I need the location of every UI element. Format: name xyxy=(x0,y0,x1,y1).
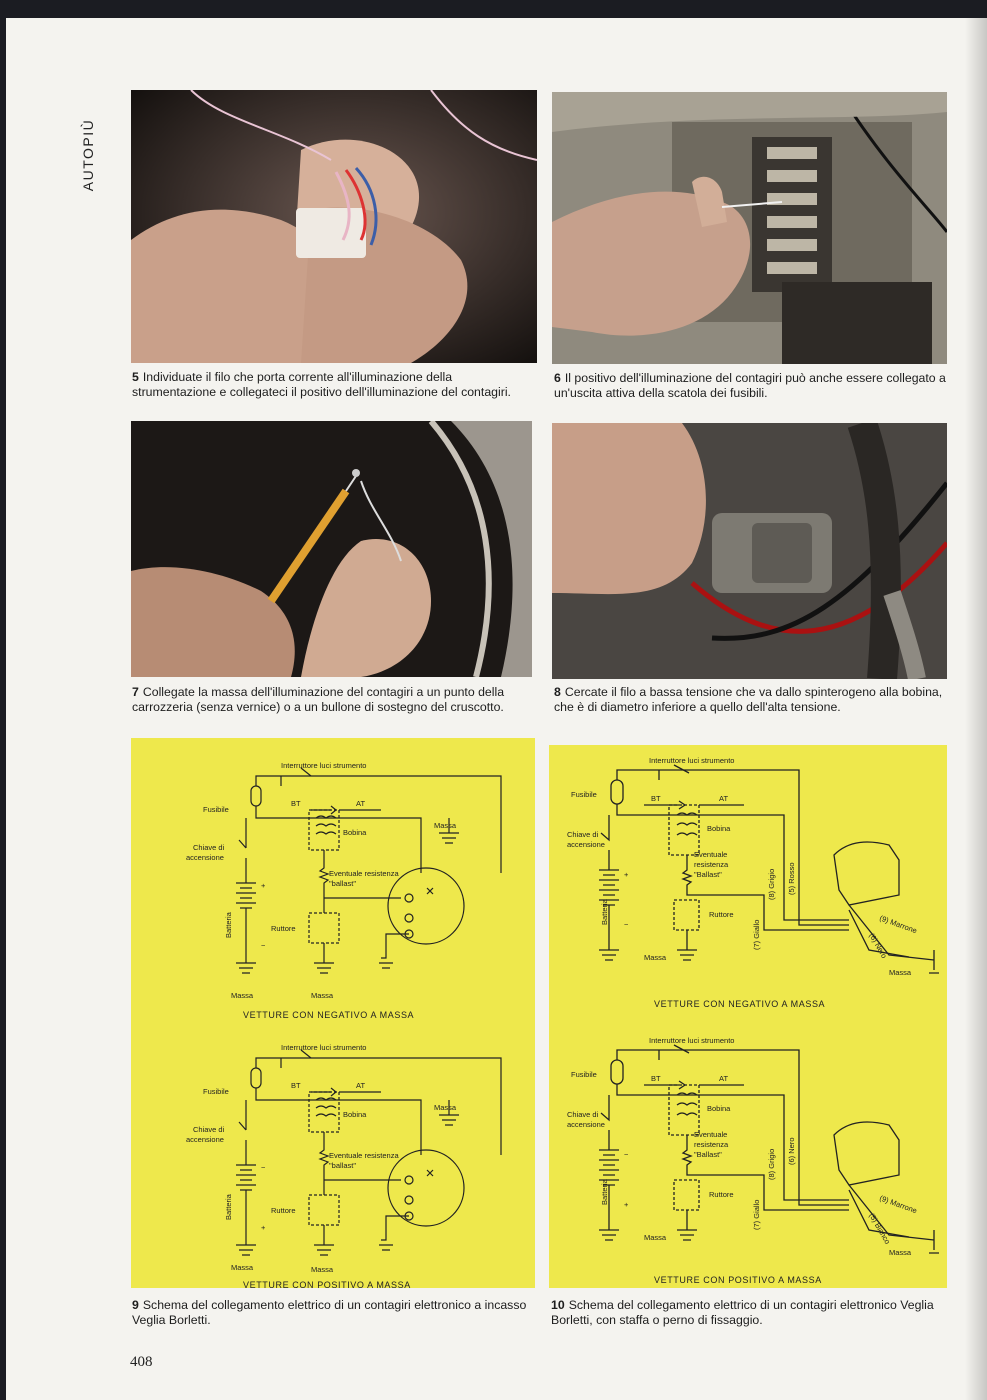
r-label-interruttore: Interruttore luci strumento xyxy=(649,756,735,765)
r-label-bt-b: BT xyxy=(651,1074,661,1083)
label-massa-top-b: Massa xyxy=(434,1103,457,1112)
r-label-at: AT xyxy=(719,794,729,803)
r-label-bobina-b: Bobina xyxy=(707,1104,731,1113)
label-massa-top: Massa xyxy=(434,821,457,830)
label-fusibile-b: Fusibile xyxy=(203,1087,229,1096)
caption-7-number: 7 xyxy=(132,685,139,699)
caption-9 xyxy=(132,1298,530,1328)
photo-8 xyxy=(552,423,947,679)
caption-7 xyxy=(132,685,530,715)
r-label-bt: BT xyxy=(651,794,661,803)
r-label-minus-b: − xyxy=(624,1150,629,1159)
label-accensione: accensione xyxy=(186,853,224,862)
r-label-ruttore: Ruttore xyxy=(709,910,734,919)
label-fusibile: Fusibile xyxy=(203,805,229,814)
caption-9-text: Schema del collegamento elettrico di un contagiri elettronico a incasso Veglia Borletti. xyxy=(132,1298,527,1327)
label-chiave: Chiave di xyxy=(193,843,225,852)
r-label-giallo-b: (7) Giallo xyxy=(752,1199,761,1230)
caption-5-number: 5 xyxy=(132,370,139,384)
r-label-eventuale: Eventuale xyxy=(694,850,728,859)
r-label-marrone-b: (9) Marrone xyxy=(878,1193,919,1216)
r-label-plus: + xyxy=(624,870,629,879)
r-label-ballast-b: "Ballast" xyxy=(694,1150,722,1159)
caption-8-text: Cercate il filo a bassa tensione che va dallo spinterogeno alla bobina, che è di diametro inferiore a quello dell'alta tensione. xyxy=(554,685,943,714)
r-label-rosso: (5) Rosso xyxy=(787,862,796,895)
r-label-minus: − xyxy=(624,920,629,929)
label-at: AT xyxy=(356,799,366,808)
label-ruttore-b: Ruttore xyxy=(271,1206,296,1215)
magazine-page xyxy=(6,18,987,1400)
r-title-positivo: VETTURE CON POSITIVO A MASSA xyxy=(654,1275,822,1285)
caption-9-number: 9 xyxy=(132,1298,139,1312)
label-bobina-b: Bobina xyxy=(343,1110,367,1119)
r-label-nero: (6) Nero xyxy=(867,931,889,960)
caption-8-number: 8 xyxy=(554,685,561,699)
page-number: 408 xyxy=(130,1354,153,1370)
r-label-batteria-b: Batteria xyxy=(600,1179,609,1205)
r-label-resistenza: resistenza xyxy=(694,860,729,869)
label-resistenza: Eventuale resistenza xyxy=(329,869,399,878)
r-label-marrone: (9) Marrone xyxy=(878,913,919,936)
photo-6 xyxy=(552,92,947,364)
r-label-giallo: (7) Giallo xyxy=(752,919,761,950)
label-interruttore: Interruttore luci strumento xyxy=(281,761,367,770)
label-interruttore-b: Interruttore luci strumento xyxy=(281,1043,367,1052)
label-minus-b: − xyxy=(261,1163,266,1172)
photo-5 xyxy=(131,90,537,363)
label-resistenza-b: Eventuale resistenza xyxy=(329,1151,399,1160)
r-label-massa-2-b: Massa xyxy=(889,1248,912,1257)
r-label-fusibile: Fusibile xyxy=(571,790,597,799)
r-label-grigio: (8) Grigio xyxy=(767,868,776,900)
label-minus: − xyxy=(261,941,266,950)
label-massa-1-b: Massa xyxy=(231,1263,254,1272)
label-massa-1: Massa xyxy=(231,991,254,1000)
r-label-ruttore-b: Ruttore xyxy=(709,1190,734,1199)
caption-6-number: 6 xyxy=(554,371,561,385)
label-batteria-b: Batteria xyxy=(224,1194,233,1220)
wiring-diagram-right xyxy=(549,745,947,1288)
label-plus-b: + xyxy=(261,1223,266,1232)
r-label-chiave-b: Chiave di xyxy=(567,1110,599,1119)
r-label-bianco-b: (5) Bianco xyxy=(867,1211,893,1246)
caption-6 xyxy=(554,371,946,401)
r-label-chiave: Chiave di xyxy=(567,830,599,839)
label-ruttore: Ruttore xyxy=(271,924,296,933)
caption-6-text: Il positivo dell'illuminazione del contagiri può anche essere collegato a un'uscita attiva della scatola dei fusibili. xyxy=(554,371,946,400)
label-at-b: AT xyxy=(356,1081,366,1090)
r-label-nero-b: (6) Nero xyxy=(787,1137,796,1165)
wiring-diagram-left xyxy=(131,738,535,1288)
r-label-bobina: Bobina xyxy=(707,824,731,833)
label-bobina: Bobina xyxy=(343,828,367,837)
r-label-accensione-b: accensione xyxy=(567,1120,605,1129)
label-ballast: "ballast" xyxy=(329,879,357,888)
running-head xyxy=(68,100,108,210)
r-label-ballast: "Ballast" xyxy=(694,870,722,879)
label-massa-2: Massa xyxy=(311,991,334,1000)
r-label-at-b: AT xyxy=(719,1074,729,1083)
photo-7 xyxy=(131,421,532,677)
r-label-interruttore-b: Interruttore luci strumento xyxy=(649,1036,735,1045)
title-positivo: VETTURE CON POSITIVO A MASSA xyxy=(243,1280,411,1288)
r-label-fusibile-b: Fusibile xyxy=(571,1070,597,1079)
page-gutter-shadow xyxy=(965,18,987,1400)
title-negativo: VETTURE CON NEGATIVO A MASSA xyxy=(243,1010,415,1020)
r-label-plus-b: + xyxy=(624,1200,629,1209)
r-label-eventuale-b: Eventuale xyxy=(694,1130,728,1139)
label-massa-2-b: Massa xyxy=(311,1265,334,1274)
label-batteria: Batteria xyxy=(224,912,233,938)
r-label-massa: Massa xyxy=(644,953,667,962)
caption-8 xyxy=(554,685,946,715)
label-chiave-b: Chiave di xyxy=(193,1125,225,1134)
caption-7-text: Collegate la massa dell'illuminazione del contagiri a un punto della carrozzeria (senza vernice) o a un bullone di sostegno del cruscotto. xyxy=(132,685,505,714)
label-ballast-b: "ballast" xyxy=(329,1161,357,1170)
caption-10 xyxy=(551,1298,951,1328)
r-label-massa-2: Massa xyxy=(889,968,912,977)
caption-5 xyxy=(132,370,530,400)
caption-5-text: Individuate il filo che porta corrente all'illuminazione della strumentazione e collegateci il positivo dell'illuminazione del contagiri. xyxy=(132,370,511,399)
r-label-accensione: accensione xyxy=(567,840,605,849)
caption-10-text: Schema del collegamento elettrico di un contagiri elettronico Veglia Borletti, con staffa o perno di fissaggio. xyxy=(551,1298,934,1327)
running-head-text: AUTOPIÙ xyxy=(80,118,96,192)
label-plus: + xyxy=(261,881,266,890)
r-title-negativo: VETTURE CON NEGATIVO A MASSA xyxy=(654,999,826,1009)
r-label-batteria: Batteria xyxy=(600,899,609,925)
caption-10-number: 10 xyxy=(551,1298,565,1312)
r-label-grigio-b: (8) Grigio xyxy=(767,1148,776,1180)
r-label-resistenza-b: resistenza xyxy=(694,1140,729,1149)
r-label-massa-b: Massa xyxy=(644,1233,667,1242)
label-bt: BT xyxy=(291,799,301,808)
label-bt-b: BT xyxy=(291,1081,301,1090)
label-accensione-b: accensione xyxy=(186,1135,224,1144)
